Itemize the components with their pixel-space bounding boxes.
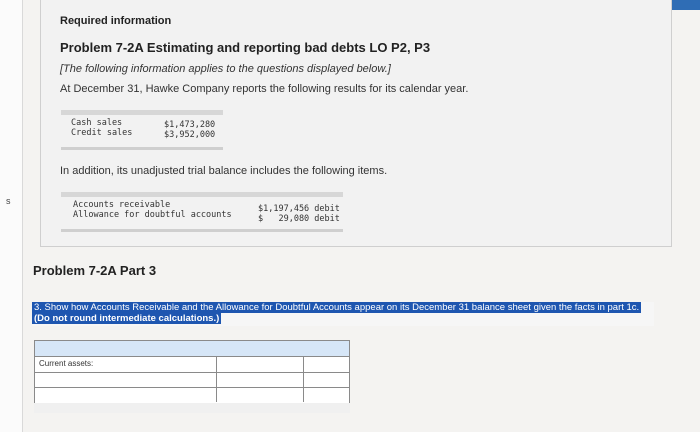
instruction-bold: (Do not round intermediate calculations.)	[34, 313, 220, 324]
tb-value-allowance: $ 29,080 debit	[258, 214, 340, 224]
required-info-heading: Required information	[60, 15, 172, 27]
table-rule-bottom	[61, 229, 343, 232]
amount-cell[interactable]	[216, 372, 304, 387]
panel-mark: s	[6, 196, 11, 206]
row-label-input[interactable]	[37, 373, 214, 386]
table-row	[35, 372, 349, 388]
tb-label-allowance: Allowance for doubtful accounts	[73, 210, 232, 220]
total-cell	[303, 357, 349, 372]
amount-input[interactable]	[218, 373, 301, 386]
results-table	[61, 110, 223, 150]
table-continuation	[34, 403, 350, 413]
amount-input[interactable]	[218, 388, 301, 401]
results-label-cash: Cash sales	[71, 118, 123, 128]
amount-cell	[216, 357, 304, 372]
required-information-panel	[40, 0, 672, 247]
label-cell[interactable]	[35, 387, 217, 402]
problem-title: Problem 7-2A Estimating and reporting bad debts LO P2, P3	[60, 40, 431, 55]
applies-note: [The following information applies to the questions displayed below.]	[60, 63, 391, 75]
instruction-text	[32, 302, 654, 326]
results-value-credit: $3,952,000	[164, 130, 216, 140]
current-assets-label: Current assets:	[39, 359, 94, 368]
trial-balance-table	[61, 192, 343, 232]
balance-sheet-table	[34, 340, 350, 404]
amount-cell[interactable]	[216, 387, 304, 402]
row-label-input[interactable]	[37, 388, 214, 401]
left-panel-edge	[0, 0, 23, 432]
tb-value-receivable: $1,197,456 debit	[258, 204, 340, 214]
total-input[interactable]	[305, 388, 347, 401]
results-label-credit: Credit sales	[71, 128, 133, 138]
table-row	[35, 357, 349, 373]
intro-text: At December 31, Hawke Company reports the following results for its calendar year.	[60, 83, 469, 95]
label-cell[interactable]	[35, 372, 217, 387]
table-rule-bottom	[61, 147, 223, 150]
table-header-row	[35, 341, 349, 357]
total-input[interactable]	[305, 373, 347, 386]
total-cell[interactable]	[303, 372, 349, 387]
label-cell	[35, 357, 217, 372]
table-row	[35, 387, 349, 402]
table-rule-top	[61, 110, 223, 115]
table-rule-top	[61, 192, 343, 197]
total-cell[interactable]	[303, 387, 349, 402]
trial-balance-intro: In addition, its unadjusted trial balance includes the following items.	[60, 165, 388, 177]
results-value-cash: $1,473,280	[164, 120, 216, 130]
part-title: Problem 7-2A Part 3	[33, 263, 157, 278]
instruction-main: 3. Show how Accounts Receivable and the Allowance for Doubtful Accounts appear on its December 31 balance sheet given the facts in part 1c.	[34, 302, 640, 313]
tb-label-receivable: Accounts receivable	[73, 200, 171, 210]
